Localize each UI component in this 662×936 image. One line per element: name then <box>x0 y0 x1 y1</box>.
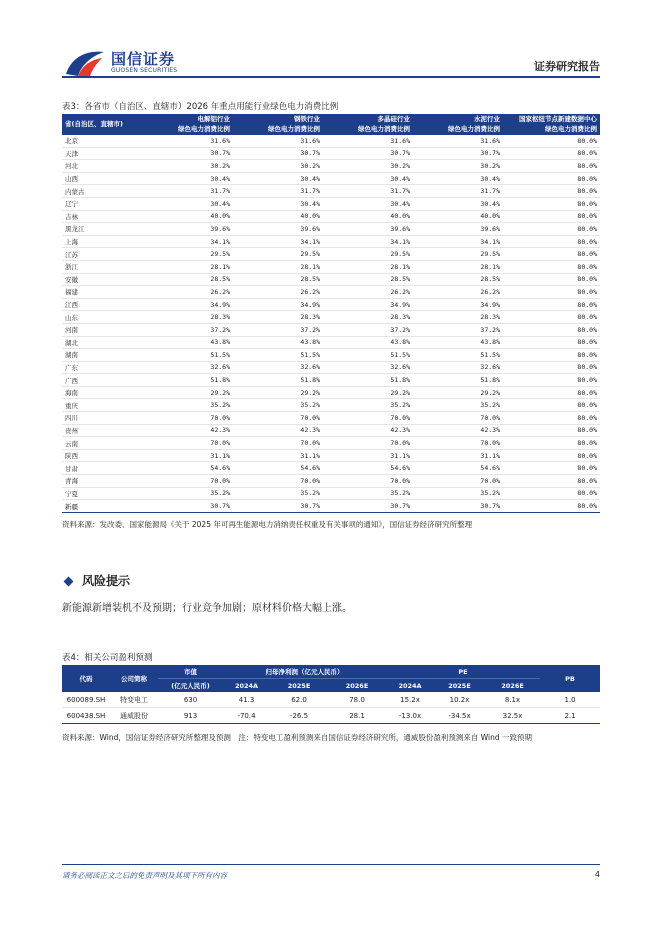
ratio-cell: 70.0% <box>323 412 413 425</box>
footer-divider <box>62 864 600 865</box>
ratio-cell: 80.0% <box>503 185 600 198</box>
ratio-cell: 80.0% <box>503 349 600 362</box>
ratio-cell: 29.2% <box>413 386 503 399</box>
table-row <box>62 500 600 513</box>
ratio-cell: 42.3% <box>233 424 323 437</box>
ratio-cell: 54.6% <box>146 462 233 475</box>
province-cell: 云南 <box>62 437 146 450</box>
table-row <box>62 147 600 160</box>
ratio-cell: 34.9% <box>323 298 413 311</box>
t4-cell: 10.2x <box>434 692 485 708</box>
ratio-cell: 70.0% <box>233 475 323 488</box>
ratio-cell: 30.4% <box>323 197 413 210</box>
ratio-cell: 31.1% <box>233 449 323 462</box>
ratio-cell: 80.0% <box>503 235 600 248</box>
ratio-cell: 80.0% <box>503 449 600 462</box>
ratio-cell: 30.4% <box>413 197 503 210</box>
t3-col-header: 省(自治区、直辖市) <box>62 114 146 135</box>
t4-header-year: 2026E <box>485 679 540 693</box>
ratio-cell: 40.0% <box>413 210 503 223</box>
t4-header-mktcap-unit: (亿元人民币) <box>158 679 223 693</box>
ratio-cell: 80.0% <box>503 336 600 349</box>
t4-cell: -34.5x <box>434 708 485 724</box>
ratio-cell: 28.3% <box>233 311 323 324</box>
province-cell: 宁夏 <box>62 487 146 500</box>
table-row <box>62 185 600 198</box>
ratio-cell: 34.1% <box>146 235 233 248</box>
table3-green-power-ratio <box>62 114 600 513</box>
ratio-cell: 32.6% <box>413 361 503 374</box>
ratio-cell: 35.2% <box>146 487 233 500</box>
province-cell: 浙江 <box>62 260 146 273</box>
risk-text: 新能源新增装机不及预期；行业竞争加剧；原材料价格大幅上涨。 <box>62 603 352 614</box>
ratio-cell: 43.8% <box>146 336 233 349</box>
ratio-cell: 30.7% <box>233 147 323 160</box>
ratio-cell: 43.8% <box>233 336 323 349</box>
ratio-cell: 28.1% <box>413 260 503 273</box>
ratio-cell: 35.2% <box>323 487 413 500</box>
ratio-cell: 54.6% <box>323 462 413 475</box>
ratio-cell: 35.2% <box>233 487 323 500</box>
table4-caption: 表4：相关公司盈利预测 <box>62 653 153 663</box>
footer-disclaimer: 请务必阅读正文之后的免责声明及其项下所有内容 <box>62 871 227 880</box>
ratio-cell: 30.4% <box>323 172 413 185</box>
t4-header-profit: 归母净利润（亿元人民币） <box>223 665 386 679</box>
province-cell: 江苏 <box>62 248 146 261</box>
ratio-cell: 28.5% <box>233 273 323 286</box>
province-cell: 河南 <box>62 323 146 336</box>
ratio-cell: 35.2% <box>413 487 503 500</box>
ratio-cell: 39.6% <box>323 223 413 236</box>
table4-earnings-forecast <box>62 665 600 724</box>
ratio-cell: 31.1% <box>413 449 503 462</box>
ratio-cell: 26.2% <box>323 286 413 299</box>
ratio-cell: 80.0% <box>503 475 600 488</box>
ratio-cell: 28.5% <box>323 273 413 286</box>
ratio-cell: 31.6% <box>413 135 503 147</box>
t4-cell: 15.2x <box>386 692 434 708</box>
ratio-cell: 29.5% <box>146 248 233 261</box>
table-row <box>62 323 600 336</box>
ratio-cell: 51.8% <box>323 374 413 387</box>
logo-text-cn: 国信证券 <box>111 50 176 68</box>
province-cell: 新疆 <box>62 500 146 513</box>
province-cell: 上海 <box>62 235 146 248</box>
ratio-cell: 34.9% <box>413 298 503 311</box>
ratio-cell: 70.0% <box>233 412 323 425</box>
ratio-cell: 80.0% <box>503 462 600 475</box>
ratio-cell: 80.0% <box>503 135 600 147</box>
risk-heading-text: 风险提示 <box>82 574 131 588</box>
table-row <box>62 692 600 708</box>
table-row <box>62 487 600 500</box>
company-logo <box>64 46 184 78</box>
province-cell: 河北 <box>62 160 146 173</box>
ratio-cell: 32.6% <box>323 361 413 374</box>
logo-mark-icon <box>64 48 106 78</box>
ratio-cell: 70.0% <box>323 437 413 450</box>
table-row <box>62 374 600 387</box>
table-row <box>62 399 600 412</box>
ratio-cell: 35.2% <box>323 399 413 412</box>
t3-col-header: 电解铝行业 绿色电力消费比例 <box>146 114 233 135</box>
ratio-cell: 34.9% <box>146 298 233 311</box>
t3-col-header: 国家枢纽节点新建数据中心 绿色电力消费比例 <box>503 114 600 135</box>
ratio-cell: 80.0% <box>503 210 600 223</box>
ratio-cell: 37.2% <box>413 323 503 336</box>
ratio-cell: 30.4% <box>233 172 323 185</box>
table-row <box>62 273 600 286</box>
table-row <box>62 160 600 173</box>
ratio-cell: 31.6% <box>233 135 323 147</box>
ratio-cell: 80.0% <box>503 197 600 210</box>
ratio-cell: 51.5% <box>413 349 503 362</box>
ratio-cell: 70.0% <box>323 475 413 488</box>
ratio-cell: 31.7% <box>413 185 503 198</box>
ratio-cell: 31.1% <box>323 449 413 462</box>
t4-cell: 41.3 <box>223 692 270 708</box>
ratio-cell: 28.3% <box>146 311 233 324</box>
ratio-cell: 42.3% <box>146 424 233 437</box>
t3-col-header: 水泥行业 绿色电力消费比例 <box>413 114 503 135</box>
t4-cell: 78.0 <box>328 692 386 708</box>
t4-cell: -70.4 <box>223 708 270 724</box>
t4-cell: 1.0 <box>540 692 600 708</box>
ratio-cell: 30.7% <box>413 500 503 513</box>
report-type-title: 证券研究报告 <box>534 60 600 73</box>
province-cell: 内蒙古 <box>62 185 146 198</box>
ratio-cell: 54.6% <box>233 462 323 475</box>
ratio-cell: 28.1% <box>233 260 323 273</box>
ratio-cell: 43.8% <box>323 336 413 349</box>
t4-cell: -13.0x <box>386 708 434 724</box>
ratio-cell: 51.8% <box>146 374 233 387</box>
ratio-cell: 51.5% <box>323 349 413 362</box>
ratio-cell: 30.4% <box>233 197 323 210</box>
province-cell: 湖北 <box>62 336 146 349</box>
ratio-cell: 30.7% <box>323 500 413 513</box>
table-row <box>62 424 600 437</box>
ratio-cell: 30.4% <box>413 172 503 185</box>
table-row <box>62 412 600 425</box>
ratio-cell: 40.0% <box>323 210 413 223</box>
ratio-cell: 29.5% <box>233 248 323 261</box>
ratio-cell: 28.3% <box>323 311 413 324</box>
ratio-cell: 80.0% <box>503 412 600 425</box>
ratio-cell: 80.0% <box>503 172 600 185</box>
ratio-cell: 40.0% <box>146 210 233 223</box>
ratio-cell: 30.7% <box>233 500 323 513</box>
ratio-cell: 30.7% <box>146 147 233 160</box>
table-row <box>62 462 600 475</box>
t4-header-code: 代码 <box>62 665 110 692</box>
table-row <box>62 708 600 724</box>
province-cell: 山东 <box>62 311 146 324</box>
ratio-cell: 80.0% <box>503 147 600 160</box>
ratio-cell: 42.3% <box>413 424 503 437</box>
ratio-cell: 70.0% <box>413 412 503 425</box>
ratio-cell: 70.0% <box>413 437 503 450</box>
table4-body <box>62 692 600 724</box>
ratio-cell: 39.6% <box>413 223 503 236</box>
risk-section-heading <box>62 572 130 589</box>
t4-header-year: 2025E <box>270 679 328 693</box>
ratio-cell: 30.4% <box>146 172 233 185</box>
table-row <box>62 210 600 223</box>
province-cell: 北京 <box>62 135 146 147</box>
ratio-cell: 80.0% <box>503 374 600 387</box>
ratio-cell: 31.6% <box>146 135 233 147</box>
table3-caption: 表3：各省市（自治区、直辖市）2026 年重点用能行业绿色电力消费比例 <box>62 102 339 112</box>
ratio-cell: 42.3% <box>323 424 413 437</box>
province-cell: 天津 <box>62 147 146 160</box>
ratio-cell: 28.1% <box>323 260 413 273</box>
ratio-cell: 31.6% <box>323 135 413 147</box>
table-row <box>62 475 600 488</box>
table-row <box>62 260 600 273</box>
t4-cell: 32.5x <box>485 708 540 724</box>
ratio-cell: 80.0% <box>503 223 600 236</box>
ratio-cell: 29.5% <box>323 248 413 261</box>
province-cell: 山西 <box>62 172 146 185</box>
t4-header-year: 2024A <box>223 679 270 693</box>
ratio-cell: 80.0% <box>503 361 600 374</box>
ratio-cell: 30.7% <box>413 147 503 160</box>
ratio-cell: 80.0% <box>503 260 600 273</box>
ratio-cell: 30.7% <box>146 500 233 513</box>
ratio-cell: 30.7% <box>323 147 413 160</box>
ratio-cell: 37.2% <box>323 323 413 336</box>
ratio-cell: 28.5% <box>413 273 503 286</box>
ratio-cell: 30.2% <box>146 160 233 173</box>
ratio-cell: 29.5% <box>413 248 503 261</box>
t4-cell: 62.0 <box>270 692 328 708</box>
table-row <box>62 361 600 374</box>
province-cell: 海南 <box>62 386 146 399</box>
province-cell: 贵州 <box>62 424 146 437</box>
table-row <box>62 223 600 236</box>
t4-header-year: 2024A <box>386 679 434 693</box>
ratio-cell: 43.8% <box>413 336 503 349</box>
page-number: 4 <box>594 870 600 879</box>
province-cell: 湖南 <box>62 349 146 362</box>
province-cell: 辽宁 <box>62 197 146 210</box>
ratio-cell: 30.4% <box>146 197 233 210</box>
province-cell: 陕西 <box>62 449 146 462</box>
ratio-cell: 70.0% <box>146 412 233 425</box>
t4-cell: 600089.SH <box>62 692 110 708</box>
ratio-cell: 37.2% <box>233 323 323 336</box>
ratio-cell: 40.0% <box>233 210 323 223</box>
province-cell: 福建 <box>62 286 146 299</box>
t4-cell: 28.1 <box>328 708 386 724</box>
ratio-cell: 34.1% <box>323 235 413 248</box>
diamond-bullet-icon <box>64 576 74 586</box>
t4-cell: 特变电工 <box>110 692 158 708</box>
table-row <box>62 135 600 147</box>
t4-cell: 8.1x <box>485 692 540 708</box>
province-cell: 重庆 <box>62 399 146 412</box>
t4-cell: 通威股份 <box>110 708 158 724</box>
province-cell: 吉林 <box>62 210 146 223</box>
table-row <box>62 449 600 462</box>
ratio-cell: 35.2% <box>233 399 323 412</box>
table-row <box>62 311 600 324</box>
ratio-cell: 51.5% <box>233 349 323 362</box>
ratio-cell: 39.6% <box>146 223 233 236</box>
table-row <box>62 386 600 399</box>
ratio-cell: 80.0% <box>503 399 600 412</box>
ratio-cell: 31.1% <box>146 449 233 462</box>
t4-header-year: 2025E <box>434 679 485 693</box>
ratio-cell: 39.6% <box>233 223 323 236</box>
ratio-cell: 30.2% <box>233 160 323 173</box>
table3-body <box>62 135 600 512</box>
ratio-cell: 70.0% <box>233 437 323 450</box>
table-row <box>62 437 600 450</box>
province-cell: 广东 <box>62 361 146 374</box>
ratio-cell: 32.6% <box>233 361 323 374</box>
ratio-cell: 26.2% <box>233 286 323 299</box>
ratio-cell: 31.7% <box>146 185 233 198</box>
t3-col-header: 钢铁行业 绿色电力消费比例 <box>233 114 323 135</box>
ratio-cell: 31.7% <box>323 185 413 198</box>
ratio-cell: 28.5% <box>146 273 233 286</box>
table-row <box>62 286 600 299</box>
table3-source: 资料来源：发改委、国家能源局《关于 2025 年可再生能源电力消纳责任权重及有关事项的通知》，国信证券经济研究所整理 <box>62 520 473 529</box>
table-row <box>62 172 600 185</box>
ratio-cell: 51.8% <box>413 374 503 387</box>
ratio-cell: 80.0% <box>503 437 600 450</box>
table-row <box>62 197 600 210</box>
t4-header-mktcap: 市值 <box>158 665 223 679</box>
ratio-cell: 35.2% <box>146 399 233 412</box>
table-row <box>62 349 600 362</box>
ratio-cell: 34.1% <box>413 235 503 248</box>
ratio-cell: 29.2% <box>146 386 233 399</box>
ratio-cell: 80.0% <box>503 160 600 173</box>
ratio-cell: 37.2% <box>146 323 233 336</box>
ratio-cell: 70.0% <box>146 475 233 488</box>
ratio-cell: 31.7% <box>233 185 323 198</box>
province-cell: 甘肃 <box>62 462 146 475</box>
ratio-cell: 29.2% <box>233 386 323 399</box>
ratio-cell: 80.0% <box>503 311 600 324</box>
ratio-cell: 80.0% <box>503 323 600 336</box>
ratio-cell: 29.2% <box>323 386 413 399</box>
ratio-cell: 34.1% <box>233 235 323 248</box>
province-cell: 黑龙江 <box>62 223 146 236</box>
logo-text-en: GUOSEN SECURITIES <box>111 67 178 74</box>
ratio-cell: 80.0% <box>503 286 600 299</box>
ratio-cell: 26.2% <box>146 286 233 299</box>
ratio-cell: 26.2% <box>413 286 503 299</box>
province-cell: 青海 <box>62 475 146 488</box>
ratio-cell: 35.2% <box>413 399 503 412</box>
ratio-cell: 80.0% <box>503 424 600 437</box>
province-cell: 江西 <box>62 298 146 311</box>
ratio-cell: 70.0% <box>146 437 233 450</box>
table-row <box>62 235 600 248</box>
province-cell: 广西 <box>62 374 146 387</box>
table-row <box>62 336 600 349</box>
t3-col-header: 多晶硅行业 绿色电力消费比例 <box>323 114 413 135</box>
table-row <box>62 298 600 311</box>
ratio-cell: 28.3% <box>413 311 503 324</box>
ratio-cell: 54.6% <box>413 462 503 475</box>
province-cell: 安徽 <box>62 273 146 286</box>
ratio-cell: 80.0% <box>503 487 600 500</box>
ratio-cell: 51.8% <box>233 374 323 387</box>
ratio-cell: 80.0% <box>503 298 600 311</box>
t4-cell: 913 <box>158 708 223 724</box>
ratio-cell: 34.9% <box>233 298 323 311</box>
t4-cell: 630 <box>158 692 223 708</box>
t4-header-pb: PB <box>540 665 600 692</box>
header-divider <box>62 76 600 78</box>
table4-source: 资料来源：Wind，国信证券经济研究所整理及预测 注：特变电工盈利预测来自国信证券经济研究所，通威股份盈利预测来自 Wind 一致预期 <box>62 733 532 742</box>
province-cell: 四川 <box>62 412 146 425</box>
t4-cell: 600438.SH <box>62 708 110 724</box>
t4-header-name: 公司简称 <box>110 665 158 692</box>
t4-header-pe: PE <box>386 665 540 679</box>
ratio-cell: 30.2% <box>413 160 503 173</box>
t4-cell: 2.1 <box>540 708 600 724</box>
ratio-cell: 30.2% <box>323 160 413 173</box>
t4-cell: -26.5 <box>270 708 328 724</box>
ratio-cell: 80.0% <box>503 386 600 399</box>
ratio-cell: 80.0% <box>503 273 600 286</box>
ratio-cell: 70.0% <box>413 475 503 488</box>
ratio-cell: 80.0% <box>503 248 600 261</box>
ratio-cell: 32.6% <box>146 361 233 374</box>
table-row <box>62 248 600 261</box>
ratio-cell: 28.1% <box>146 260 233 273</box>
table3-header-row <box>62 114 600 135</box>
ratio-cell: 51.5% <box>146 349 233 362</box>
t4-header-year: 2026E <box>328 679 386 693</box>
ratio-cell: 80.0% <box>503 500 600 513</box>
